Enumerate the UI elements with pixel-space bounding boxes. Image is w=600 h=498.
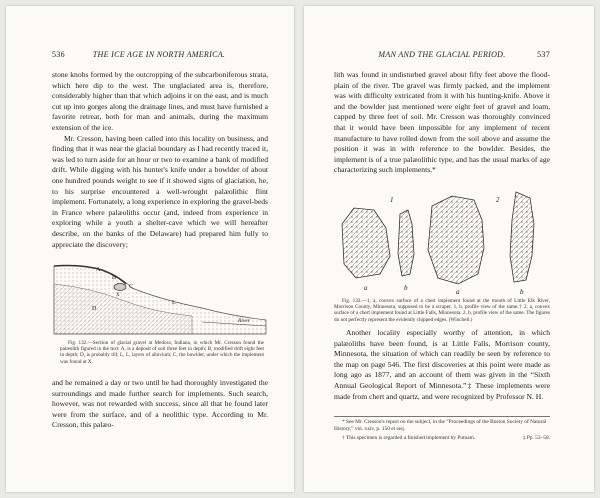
fig-letter-b2: b [520, 288, 524, 296]
right-page [304, 6, 594, 492]
fig-letter-a1: a [364, 284, 368, 292]
implement-1b [398, 210, 414, 276]
page-number: 536 [52, 50, 65, 59]
right-body-top [334, 70, 550, 176]
footnote [334, 435, 550, 442]
footnote-text: † This specimen is regarded a finished implement by Putnam. [342, 435, 476, 441]
footnote-rule [334, 416, 550, 417]
label-c: C [129, 284, 134, 290]
bowlder-shape [114, 284, 126, 291]
left-page [6, 6, 294, 492]
implement-2b [510, 192, 534, 282]
paragraph: and he remained a day or two until he had thoroughly investigated the surroundings and made further search for implements. Such search, however, was not rewarded with success, since all that he found later were from the surface, and of a neolithic type. According to Mr. Cresson, this palæo- [52, 378, 268, 430]
figure-caption [334, 298, 550, 323]
implement-1a [342, 208, 390, 278]
fig-number-1: 1 [390, 196, 394, 204]
label-b: B [112, 275, 117, 281]
fig-number-2: 2 [496, 196, 500, 204]
fig-letter-a2: a [456, 288, 460, 296]
label-l: L [172, 300, 176, 306]
label-river: River [238, 318, 250, 324]
fig-letter-b1: b [404, 284, 408, 292]
paragraph: Another locality especially worthy of attention, in which palæoliths have been found, is at Little Falls, Morrison county, Minnesota, the situation of which can readily be seen by reference to the map on page 546. The first discoveries at this point were made as long ago as 1877, and an account of them was given in the “Sixth Annual Geological Report of Minnesota.”‡ These implements were made from chert and quartz, and were recognized by Professor N. H. [334, 328, 550, 401]
caption-text: Fig. 132.—Section of glacial gravel at Medora, Indiana, in which Mr. Cresson found the palæolith figured in the text: A, is a deposit of soil three feet in depth; B, modified drift eight feet in depth; D, is probably till; L, L, layers of alluvium; C, the bowlder, under which the implement was found at X. [60, 340, 264, 365]
gravel-section-figure [52, 260, 268, 336]
implement-2a [428, 196, 484, 284]
label-d: D [92, 306, 97, 312]
running-head: THE ICE AGE IN NORTH AMERICA. [92, 50, 226, 59]
right-page-header [334, 50, 550, 60]
footnote-text: ‡ Pp. 53–58. [522, 435, 550, 441]
paragraph: lith was found in undisturbed gravel about fifty feet above the flood-plain of the river. The gravel was firmly packed, and the implement was with difficulty extricated from it with his hunting-knife. Above it and the bowlder just mentioned were eight feet of gravel and loam, capped by three feet of soil. Mr. Cresson was thoroughly convinced that it would have been impossible for any implement of recent manufacture to have rolled down from the soil above and assume the position it was in with reference to the bowlder. Besides, the implement is of a true palæolithic type, and has the usual marks of age characterizing such implements.* [334, 70, 550, 175]
left-body-bottom [52, 378, 268, 431]
right-body-bottom [334, 328, 550, 402]
paragraph: Mr. Cresson, having been called into this locality on business, and finding that it was near the glacial boundary as I had recently traced it, was led to turn aside for an hour or two to examine a bank of modified drift. While digging with his hunter's knife under a bowlder of about one hundred pounds weight to see if it showed signs of glaciation, he, to his surprise encountered a well-wrought palæolithic flint implement. Fortunately, a long experience in exploring the gravel-beds in France where palæoliths occur (and, indeed from experience in exploring while a youth a shelter-cave which we will hereafter describe, on the banks of the Delaware) had prepared him fully to appreciate the discovery; [52, 133, 268, 249]
paragraph: stone knobs formed by the outcropping of the subcarboniferous strata, which here dip to the west. The unglaciated area is, therefore, considerably higher than that which adjoins it on the east, and is much cut up into gorges along the drainage lines, and must have furnished a favorite retreat, both for man and animals, during the maximum extension of the ice. [52, 70, 268, 132]
left-page-header [52, 50, 266, 60]
label-x: X [116, 293, 120, 298]
running-head: MAN AND THE GLACIAL PERIOD. [378, 50, 506, 59]
label-a: A [96, 267, 101, 273]
footnote: * See Mr. Cresson's report on the subject, in the “Proceedings of the Boston Society of Natural History,” vol. xxiv, p. 150 et seq. [334, 419, 547, 432]
figure-caption [60, 340, 264, 365]
page-number: 537 [537, 50, 550, 59]
footnotes [334, 419, 550, 444]
chert-implements-figure [334, 184, 550, 296]
left-body-top [52, 70, 268, 250]
caption-text: Fig. 133.—1, a, convex surface of a chert implement found at the mouth of Little Elk River, Morrison County, Minnesota, supposed to be a scraper. 1, b, profile view of the same.† 2, a, convex surface of a chert implement found at Little Falls, Minnesota. 2, b, profile view of the same. The figures do not perfectly represent the evidently chipped edges. (Winchell.) [334, 298, 550, 323]
